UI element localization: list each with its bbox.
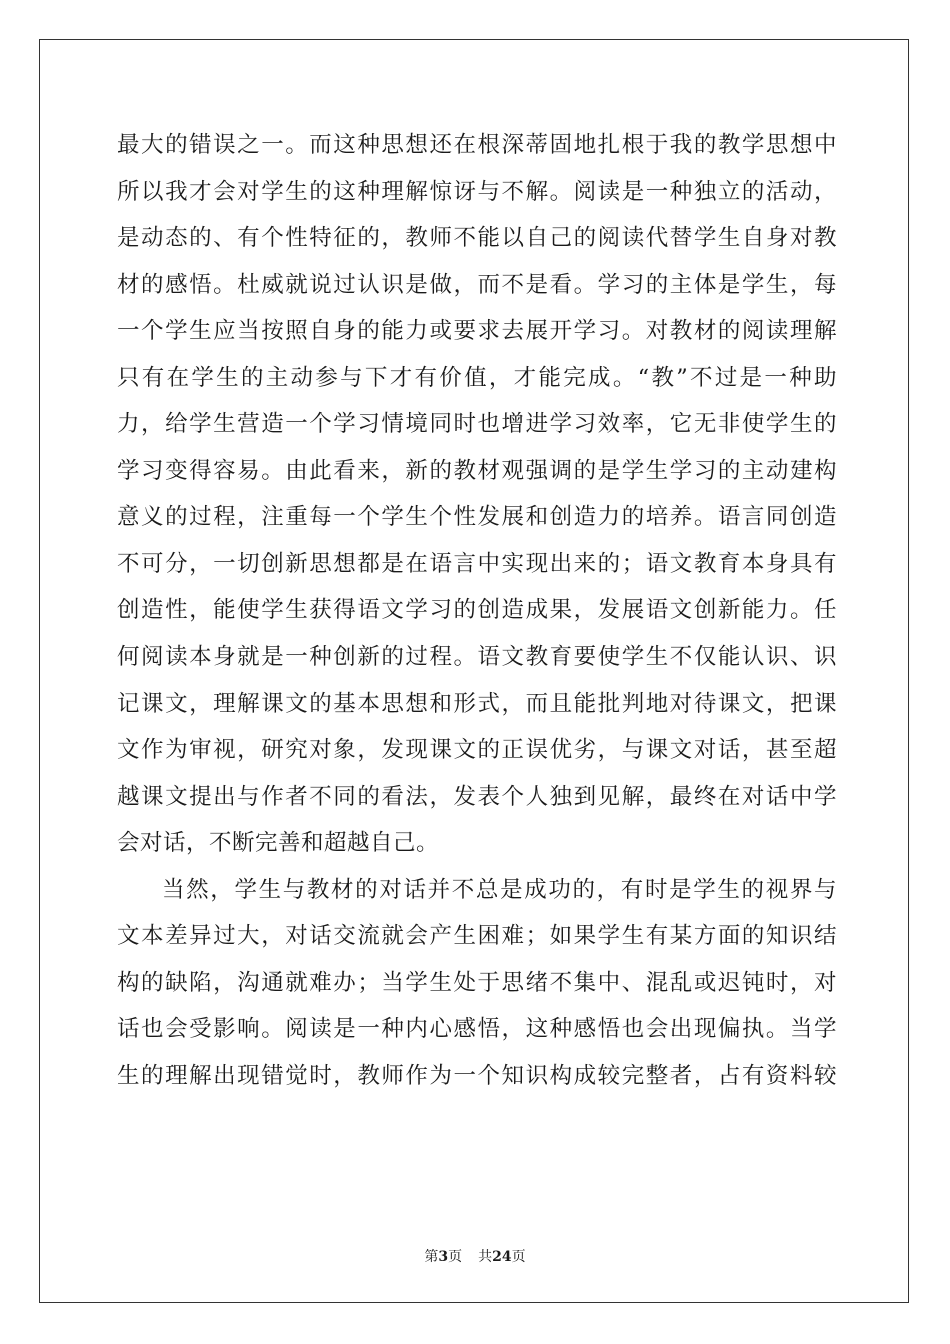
text-line: 只有在学生的主动参与下才有价值，才能完成。“教”不过是一种助 bbox=[117, 364, 837, 391]
text-line: 力，给学生营造一个学习情境同时也增进学习效率，它无非使学生的 bbox=[117, 411, 837, 438]
text-line: 最大的错误之一。而这种思想还在根深蒂固地扎根于我的教学思想中 bbox=[117, 132, 837, 158]
text-line: 意义的过程，注重每一个学生个性发展和创造力的培养。语言同创造 bbox=[117, 504, 837, 531]
text-line: 当然，学生与教材的对话并不总是成功的，有时是学生的视界与 bbox=[162, 876, 837, 903]
page-number: 3 bbox=[438, 1249, 449, 1265]
text-line: 记课文，理解课文的基本思想和形式，而且能批判地对待课文，把课 bbox=[117, 690, 837, 717]
total-pages: 24 bbox=[492, 1249, 512, 1265]
document-body bbox=[117, 122, 837, 1099]
page-footer bbox=[0, 1246, 950, 1266]
text-line: 越课文提出与作者不同的看法，发表个人独到见解，最终在对话中学 bbox=[117, 783, 837, 810]
text-line: 何阅读本身就是一种创新的过程。语文教育要使学生不仅能认识、识 bbox=[117, 644, 837, 671]
page-label: 第3页 bbox=[424, 1249, 463, 1265]
text-line: 话也会受影响。阅读是一种内心感悟，这种感悟也会出现偏执。当学 bbox=[117, 1016, 837, 1043]
text-line: 构的缺陷，沟通就难办；当学生处于思绪不集中、混乱或迟钝时，对 bbox=[117, 969, 837, 996]
text-line: 创造性，能使学生获得语文学习的创造成果，发展语文创新能力。任 bbox=[117, 597, 837, 624]
text-line: 会对话，不断完善和超越自己。 bbox=[117, 830, 440, 857]
text-line: 所以我才会对学生的这种理解惊讶与不解。阅读是一种独立的活动， bbox=[117, 178, 837, 205]
total-pages-label: 共24页 bbox=[478, 1249, 526, 1265]
text-line: 学习变得容易。由此看来，新的教材观强调的是学生学习的主动建构 bbox=[117, 457, 837, 484]
text-line: 文本差异过大，对话交流就会产生困难；如果学生有某方面的知识结 bbox=[117, 923, 837, 950]
text-line: 是动态的、有个性特征的，教师不能以自己的阅读代替学生自身对教 bbox=[117, 225, 837, 252]
text-line: 材的感悟。杜威就说过认识是做，而不是看。学习的主体是学生，每 bbox=[117, 271, 837, 298]
text-line: 不可分，一切创新思想都是在语言中实现出来的；语文教育本身具有 bbox=[117, 550, 837, 577]
text-line: 一个学生应当按照自身的能力或要求去展开学习。对教材的阅读理解 bbox=[117, 318, 837, 345]
text-line: 生的理解出现错觉时，教师作为一个知识构成较完整者，占有资料较 bbox=[117, 1062, 837, 1089]
text-line: 文作为审视，研究对象，发现课文的正误优劣，与课文对话，甚至超 bbox=[117, 737, 837, 764]
